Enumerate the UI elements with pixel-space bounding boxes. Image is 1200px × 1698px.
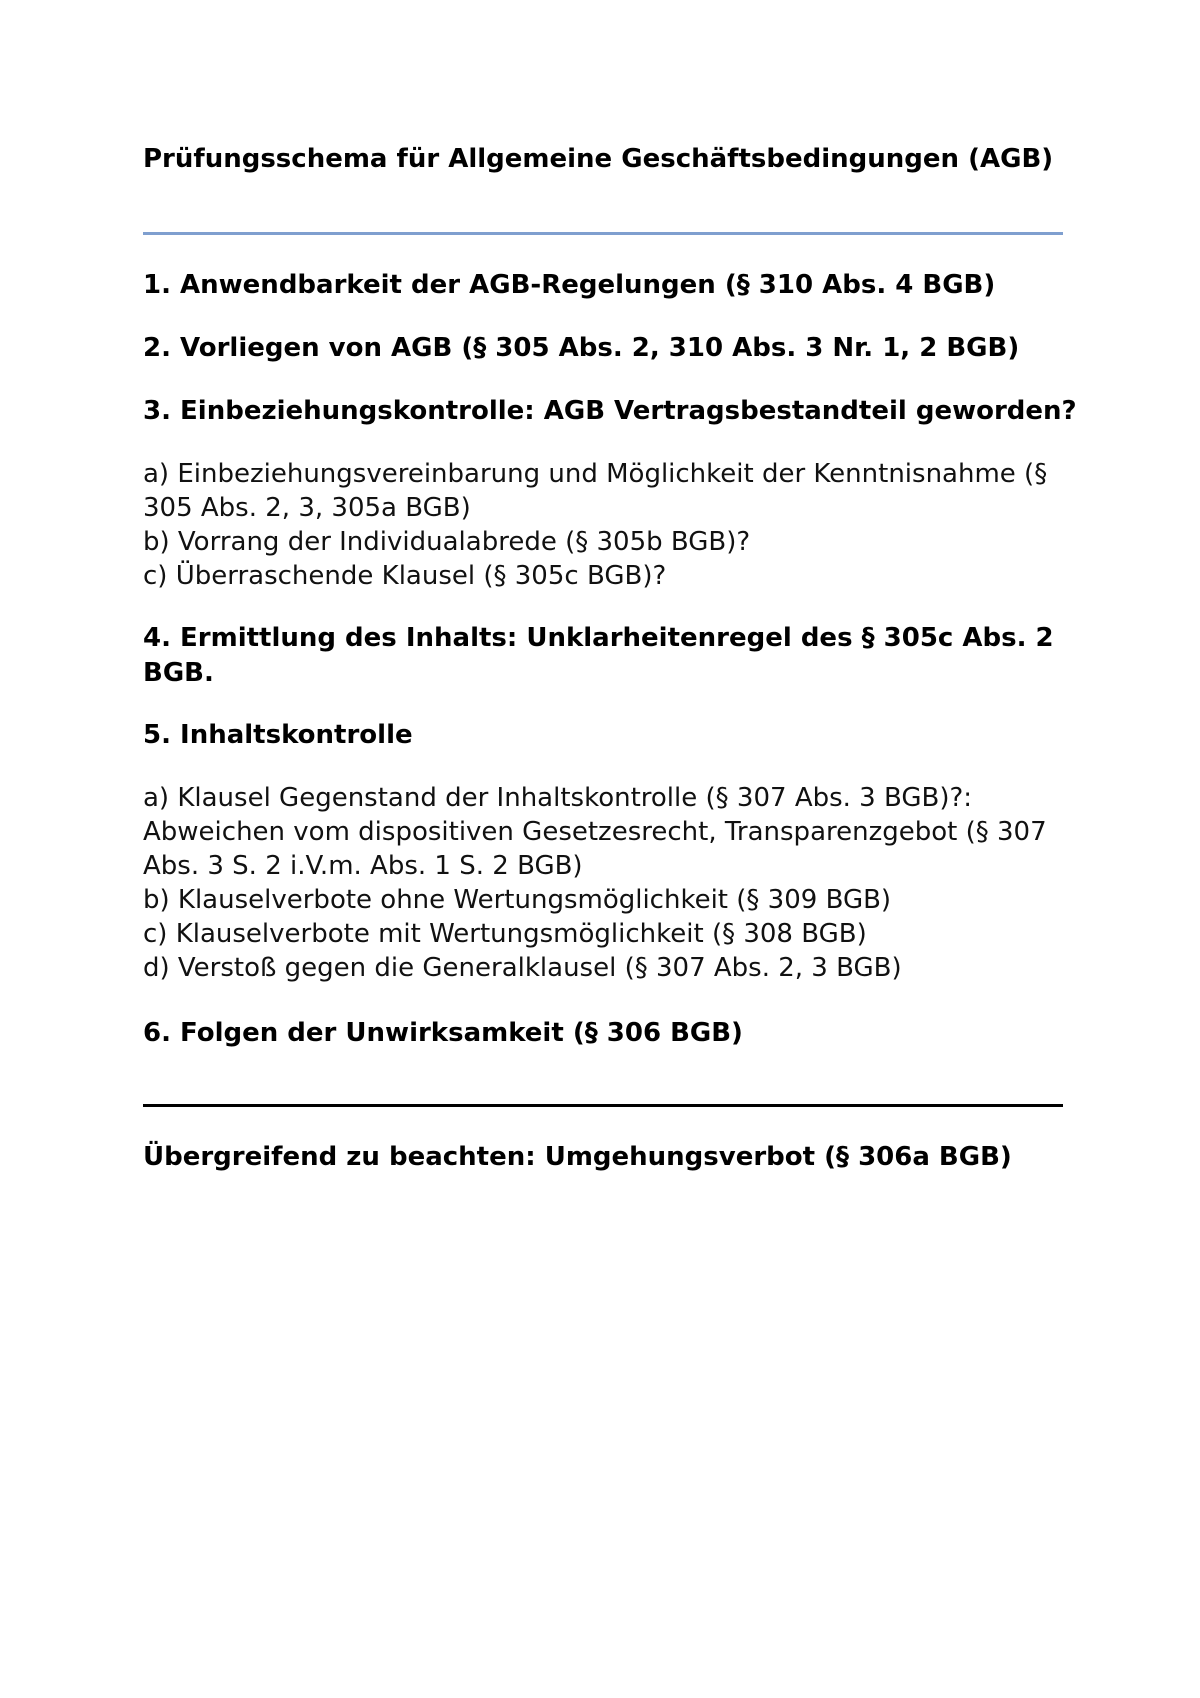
section-3-item: b) Vorrang der Individualabrede (§ 305b BGB)?	[143, 527, 751, 557]
section-1	[143, 268, 1063, 303]
section-5-heading: 5. Inhaltskontrolle	[143, 720, 413, 750]
section-6	[143, 1016, 1063, 1051]
footer-divider	[143, 1104, 1063, 1107]
section-4	[143, 621, 1063, 691]
section-5-items	[143, 781, 1063, 985]
section-3-items	[143, 457, 1063, 593]
section-5-item: Abs. 3 S. 2 i.V.m. Abs. 1 S. 2 BGB)	[143, 851, 583, 881]
section-3-heading: 3. Einbeziehungskontrolle: AGB Vertragsbestandteil geworden?	[143, 396, 1077, 426]
section-5-item: Abweichen vom dispositiven Gesetzesrecht, Transparenzgebot (§ 307	[143, 817, 1047, 847]
section-3-item: 305 Abs. 2, 3, 305a BGB)	[143, 493, 471, 523]
section-1-heading: 1. Anwendbarkeit der AGB-Regelungen (§ 310 Abs. 4 BGB)	[143, 270, 996, 300]
footer-note-block	[143, 1140, 1063, 1175]
section-3	[143, 394, 1077, 429]
section-6-heading: 6. Folgen der Unwirksamkeit (§ 306 BGB)	[143, 1018, 743, 1048]
section-5-item: c) Klauselverbote mit Wertungsmöglichkeit (§ 308 BGB)	[143, 919, 867, 949]
section-5	[143, 718, 1063, 753]
title-divider	[143, 232, 1063, 235]
section-3-item: c) Überraschende Klausel (§ 305c BGB)?	[143, 561, 667, 591]
section-3-item: a) Einbeziehungsvereinbarung und Möglichkeit der Kenntnisnahme (§	[143, 459, 1048, 489]
section-5-item: b) Klauselverbote ohne Wertungsmöglichkeit (§ 309 BGB)	[143, 885, 892, 915]
section-4-heading-line1: 4. Ermittlung des Inhalts: Unklarheitenregel des § 305c Abs. 2	[143, 623, 1054, 653]
footer-note: Übergreifend zu beachten: Umgehungsverbot (§ 306a BGB)	[143, 1142, 1012, 1172]
document-title: Prüfungsschema für Allgemeine Geschäftsbedingungen (AGB)	[143, 144, 1054, 174]
section-5-item: a) Klausel Gegenstand der Inhaltskontrolle (§ 307 Abs. 3 BGB)?:	[143, 783, 973, 813]
section-2	[143, 331, 1063, 366]
section-4-heading-line2: BGB.	[143, 658, 214, 688]
section-5-item: d) Verstoß gegen die Generalklausel (§ 307 Abs. 2, 3 BGB)	[143, 953, 902, 983]
section-2-heading: 2. Vorliegen von AGB (§ 305 Abs. 2, 310 Abs. 3 Nr. 1, 2 BGB)	[143, 333, 1020, 363]
